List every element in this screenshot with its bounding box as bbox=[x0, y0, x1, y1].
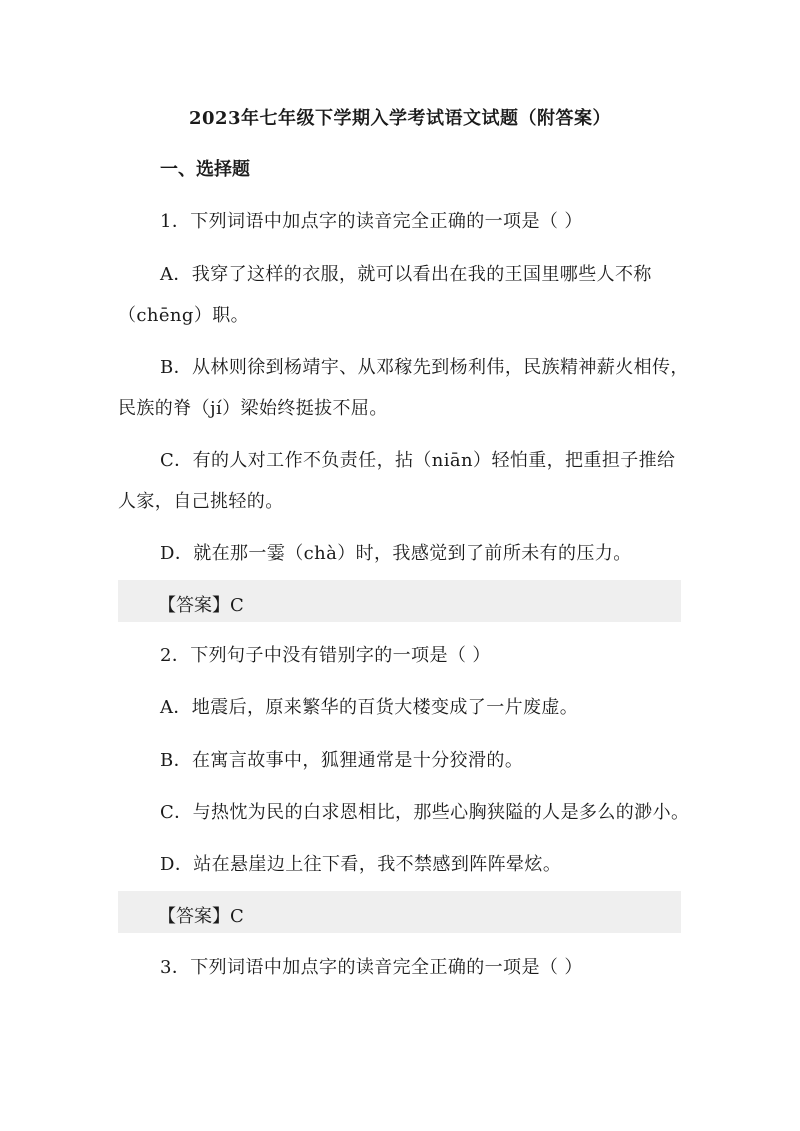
question-1-option-c-cont: 人家，自己挑轻的。 bbox=[118, 491, 284, 512]
question-2-option-a: A．地震后，原来繁华的百货大楼变成了一片废虚。 bbox=[160, 697, 579, 718]
question-1-option-a: A．我穿了这样的衣服，就可以看出在我的王国里哪些人不称 bbox=[160, 264, 652, 285]
question-1-answer: 【答案】C bbox=[158, 595, 244, 616]
question-2-option-c: C．与热忱为民的白求恩相比，那些心胸狭隘的人是多么的渺小。 bbox=[160, 802, 690, 823]
page-title: 2023年七年级下学期入学考试语文试题（附答案） bbox=[188, 108, 612, 129]
section-heading: 一、选择题 bbox=[160, 159, 250, 180]
question-1-option-b-cont: 民族的脊（jí）梁始终挺拔不屈。 bbox=[118, 398, 388, 419]
question-1-stem: 1．下列词语中加点字的读音完全正确的一项是（ ） bbox=[160, 211, 583, 232]
question-3-stem: 3．下列词语中加点字的读音完全正确的一项是（ ） bbox=[160, 957, 583, 978]
question-2-option-d: D．站在悬崖边上往下看，我不禁感到阵阵晕炫。 bbox=[160, 854, 562, 875]
question-1-option-b: B．从林则徐到杨靖宇、从邓稼先到杨利伟，民族精神薪火相传， bbox=[160, 357, 689, 378]
question-2-answer: 【答案】C bbox=[158, 906, 244, 927]
question-1-option-c: C．有的人对工作不负责任，拈（niān）轻怕重，把重担子推给 bbox=[160, 450, 676, 471]
question-2-stem: 2．下列句子中没有错别字的一项是（ ） bbox=[160, 645, 491, 666]
question-1-option-d: D．就在那一霎（chà）时，我感觉到了前所未有的压力。 bbox=[160, 543, 632, 564]
question-1-option-a-cont: （chēng）职。 bbox=[118, 305, 250, 326]
question-2-option-b: B．在寓言故事中，狐狸通常是十分狡滑的。 bbox=[160, 750, 524, 771]
